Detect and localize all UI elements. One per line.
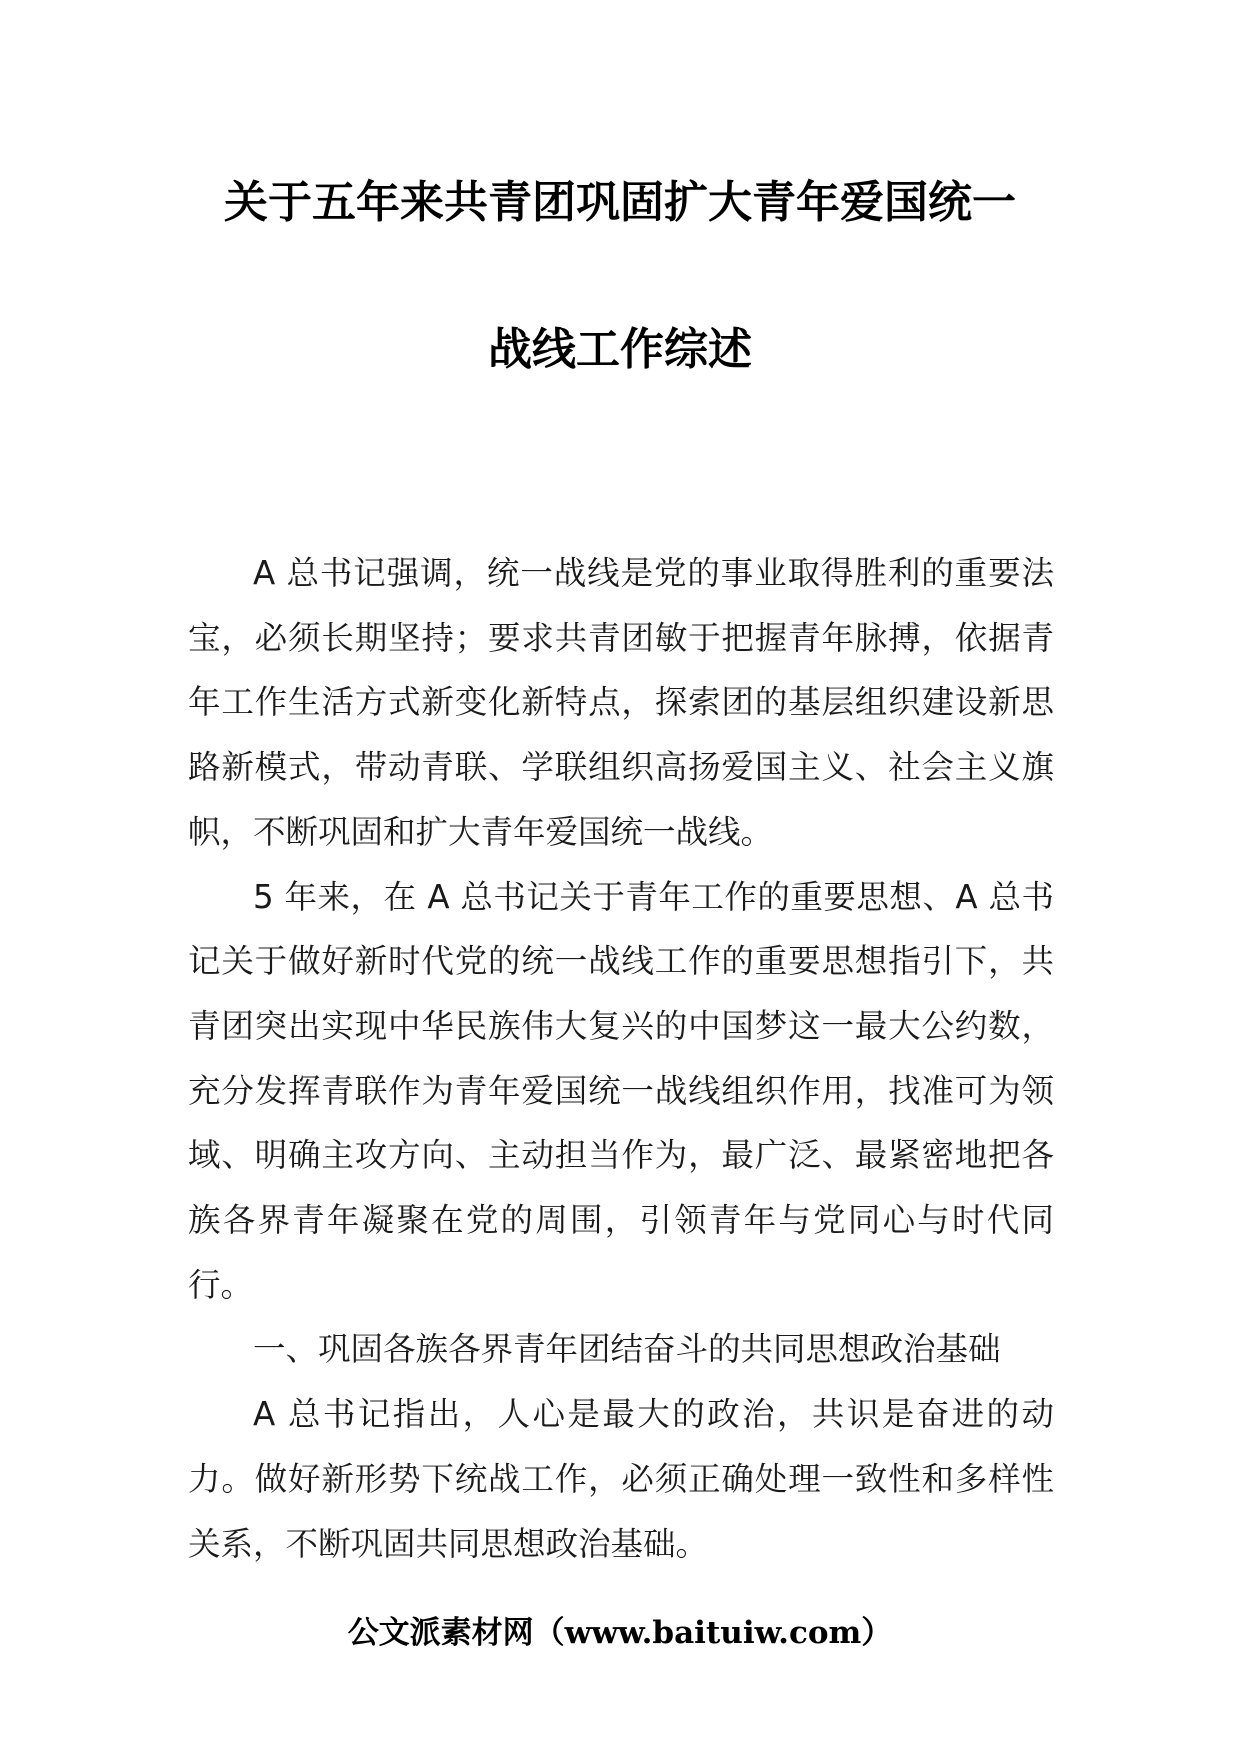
section-heading-1: 一、巩固各族各界青年团结奋斗的共同思想政治基础 bbox=[253, 1330, 1001, 1369]
document-title-line-1: 关于五年来共青团巩固扩大青年爱国统一 bbox=[224, 177, 1016, 228]
paragraph-3: A 总书记指出，人心是最大的政治，共识是奋进的动力。做好新形势下统战工作，必须正确处理一致性和多样性关系，不断巩固共同思想政治基础。 bbox=[188, 1395, 1054, 1563]
paragraph-1: A 总书记强调，统一战线是党的事业取得胜利的重要法宝，必须长期坚持；要求共青团敏于把握青年脉搏，依据青年工作生活方式新变化新特点，探索团的基层组织建设新思路新模式，带动青联、学联组织高扬爱国主义、社会主义旗帜，不断巩固和扩大青年爱国统一战线。 bbox=[188, 554, 1054, 851]
document-title-line-2: 战线工作综述 bbox=[488, 324, 752, 375]
paragraph-2: 5 年来，在 A 总书记关于青年工作的重要思想、A 总书记关于做好新时代党的统一战线工作的重要思想指引下，共青团突出实现中华民族伟大复兴的中国梦这一最大公约数，充分发挥青联作为青年爱国统一战线组织作用，找准可为领域、明确主攻方向、主动担当作为，最广泛、最紧密地把各族各界青年凝聚在党的周围，引领青年与党同心与时代同行。 bbox=[188, 877, 1054, 1304]
source-footer: 公文派素材网（www.baituiw.com） bbox=[347, 1615, 893, 1651]
document-body bbox=[188, 541, 1054, 1576]
